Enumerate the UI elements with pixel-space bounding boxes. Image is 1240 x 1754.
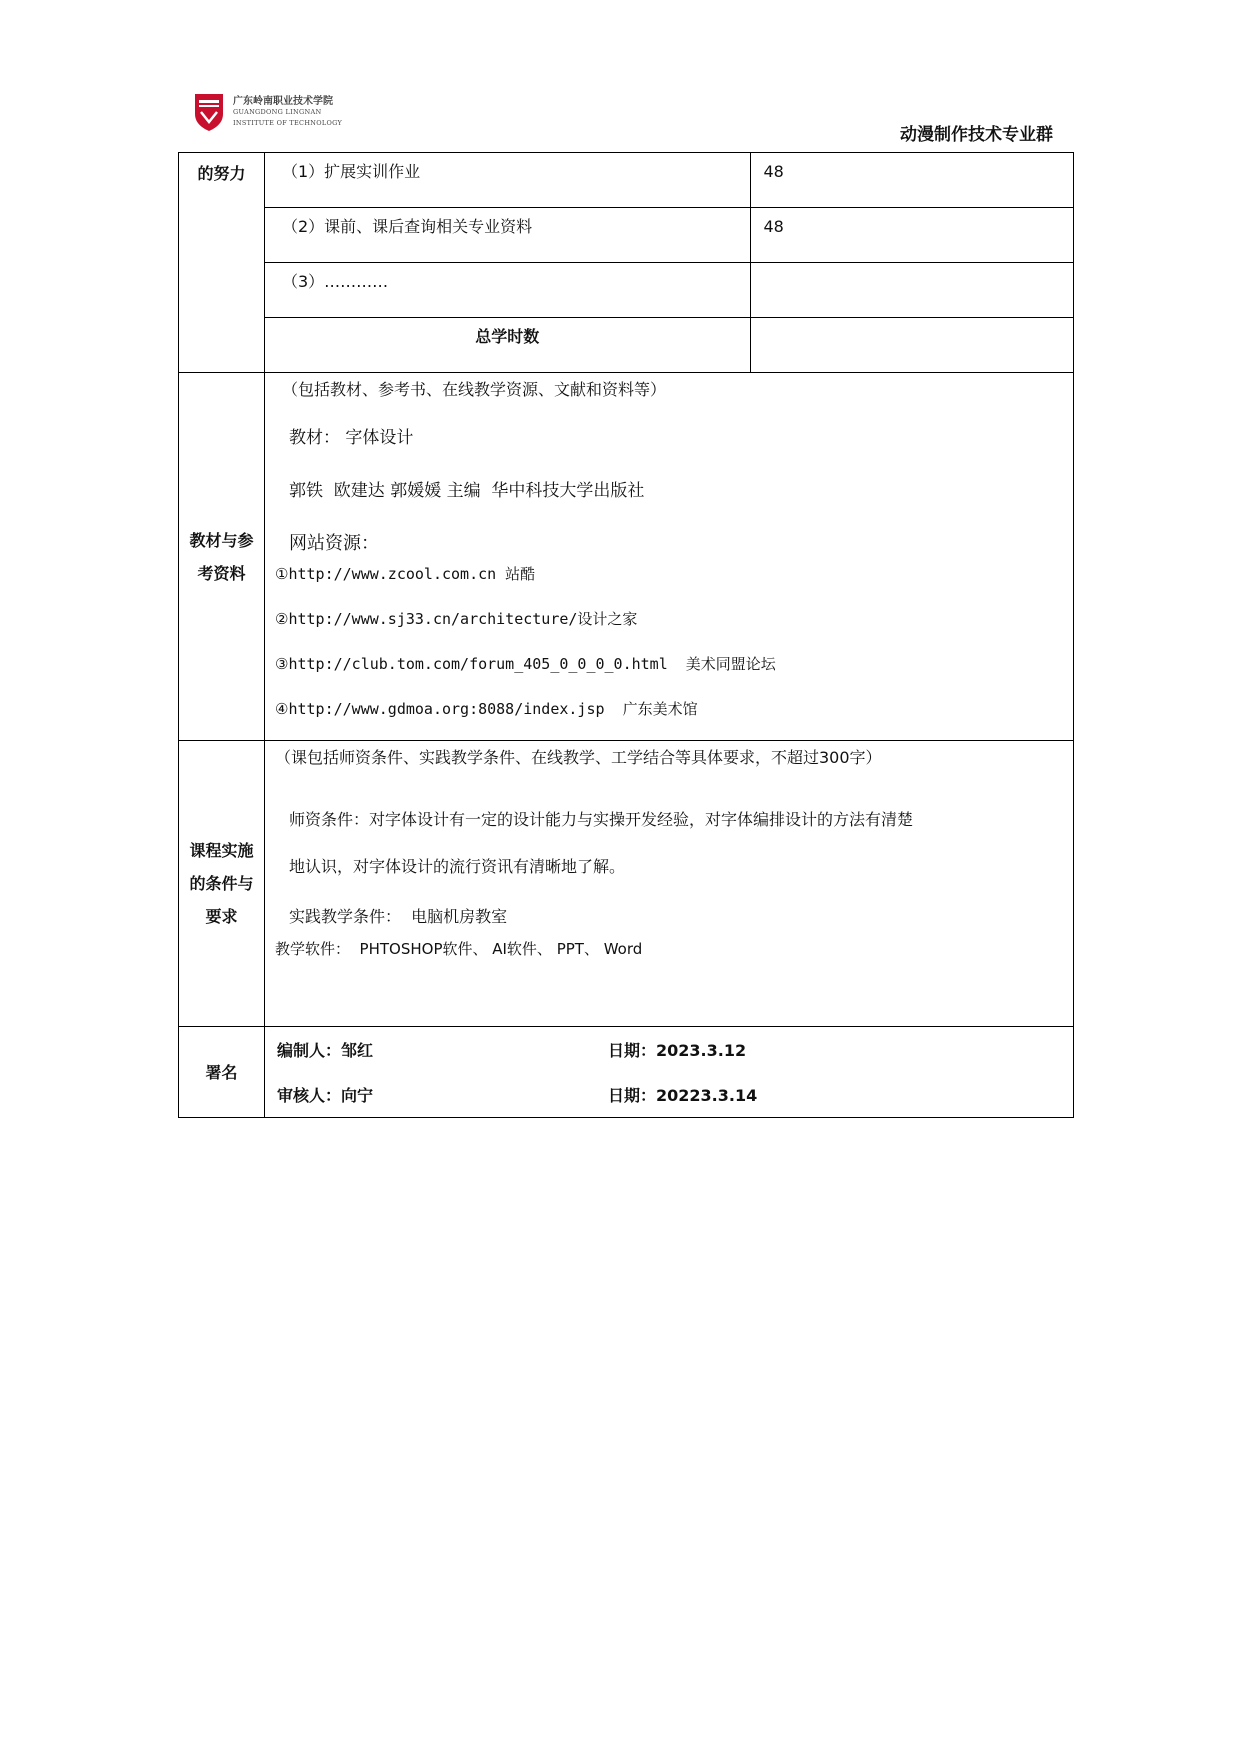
- total-hours-value: [750, 318, 1073, 373]
- table-row: [265, 263, 1073, 318]
- course-table: [178, 152, 1074, 1118]
- materials-cell: [265, 373, 1074, 741]
- effort-item: （3）…………: [265, 263, 750, 318]
- reviewer: 审核人：向宁: [277, 1086, 374, 1105]
- teacher-conditions-cont: 地认识，对字体设计的流行资讯有清晰地了解。: [289, 857, 626, 876]
- effort-hours: 48: [750, 208, 1073, 263]
- textbook-authors: 郭铁 欧建达 郭媛媛 主编 华中科技大学出版社: [289, 481, 645, 501]
- teaching-software: 教学软件： PHTOSHOP软件、 AI软件、 PPT、 Word: [275, 940, 643, 958]
- editor-date: 日期：2023.3.12: [608, 1041, 747, 1060]
- web-resources-title: 网站资源：: [289, 533, 379, 554]
- signature-label: 署名: [179, 1027, 265, 1118]
- conditions-intro: （课包括师资条件、实践教学条件、在线教学、工学结合等具体要求，不超过300字）: [275, 748, 882, 767]
- materials-label-text: 教材与参考资料: [189, 530, 254, 583]
- materials-intro: （包括教材、参考书、在线教学资源、文献和资料等）: [282, 380, 667, 399]
- logo-chinese-name: 广东岭南职业技术学院: [233, 95, 333, 107]
- practice-conditions: 实践教学条件： 电脑机房教室: [289, 907, 508, 926]
- table-row: [265, 208, 1073, 263]
- shield-logo-icon: [193, 92, 225, 132]
- materials-label: [179, 373, 265, 741]
- total-hours-label: 总学时数: [475, 327, 540, 346]
- reviewer-date: 日期：20223.3.14: [608, 1086, 758, 1105]
- effort-item: （1）扩展实训作业: [265, 153, 750, 208]
- effort-label: 的努力: [179, 153, 265, 373]
- table-row: [265, 153, 1073, 208]
- web-link: ②http://www.sj33.cn/architecture/设计之家: [275, 610, 638, 628]
- web-link: ④http://www.gdmoa.org:8088/index.jsp 广东美术馆: [275, 700, 698, 718]
- effort-hours: 48: [750, 153, 1073, 208]
- editor: 编制人：邹红: [277, 1041, 374, 1060]
- effort-item: （2）课前、课后查询相关专业资料: [265, 208, 750, 263]
- program-title: 动漫制作技术专业群: [900, 125, 1053, 145]
- logo-english-line1: GUANGDONG LINGNAN: [233, 107, 322, 116]
- school-logo: [193, 92, 342, 132]
- effort-subtable: [265, 153, 1073, 372]
- web-link: ①http://www.zcool.com.cn 站酷: [275, 565, 536, 583]
- signature-cell: [265, 1027, 1074, 1118]
- table-row: [265, 318, 1073, 373]
- textbook: 教材： 字体设计: [289, 428, 414, 448]
- conditions-label-text: 课程实施的条件与要求: [189, 841, 254, 926]
- teacher-conditions: 师资条件：对字体设计有一定的设计能力与实操开发经验，对字体编排设计的方法有清楚: [289, 810, 914, 829]
- effort-hours: [750, 263, 1073, 318]
- conditions-label: [179, 741, 265, 1027]
- logo-english-line2: INSTITUTE OF TECHNOLOGY: [233, 118, 343, 127]
- conditions-cell: [265, 741, 1074, 1027]
- web-link: ③http://club.tom.com/forum_405_0_0_0_0.html 美术同盟论坛: [275, 655, 776, 673]
